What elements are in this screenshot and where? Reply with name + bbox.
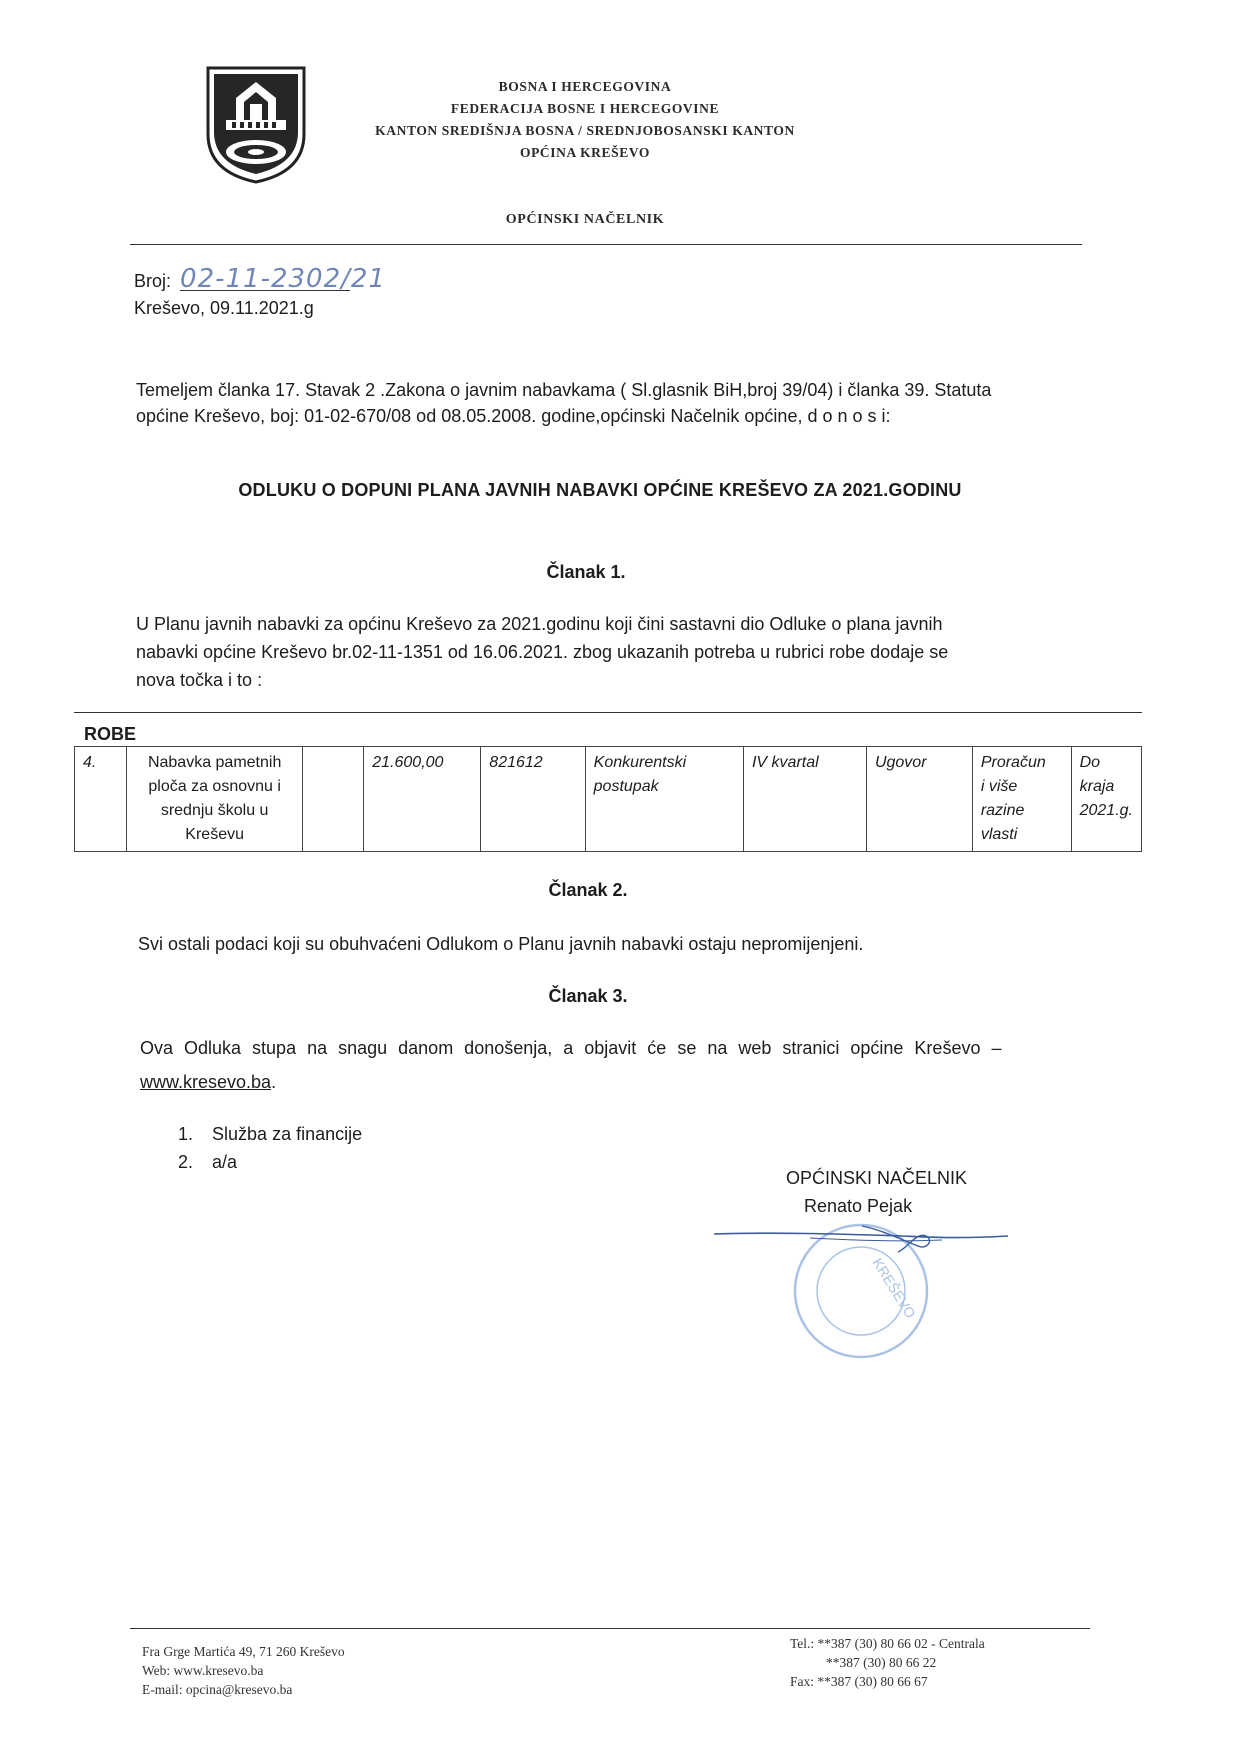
header-divider xyxy=(130,244,1082,245)
header-line-canton: KANTON SREDIŠNJA BOSNA / SREDNJOBOSANSKI KANTON xyxy=(375,123,795,138)
cell-empty xyxy=(303,747,364,852)
handwritten-signature xyxy=(712,1212,1012,1272)
article-3-heading: Članak 3. xyxy=(548,986,628,1006)
source-line: Proračun xyxy=(980,754,1046,771)
table-section-robe: ROBE xyxy=(84,724,137,744)
decision-title: ODLUKU O DOPUNI PLANA JAVNIH NABAVKI OPĆINE KREŠEVO ZA 2021.GODINU xyxy=(238,480,962,500)
footer-right xyxy=(790,1634,985,1691)
broj-label: Broj: xyxy=(134,271,172,291)
issuing-office: OPĆINSKI NAČELNIK xyxy=(505,212,665,227)
footer-tel-2: **387 (30) 80 66 22 xyxy=(826,1655,937,1670)
footer-left xyxy=(142,1642,345,1699)
article-3-line-1: Ova Odluka stupa na snagu danom donošenja, a objavit će se na web stranici općine Kreševo – xyxy=(140,1038,1002,1058)
footer-email: E-mail: opcina@kresevo.ba xyxy=(142,1682,293,1697)
cell-contract: Ugovor xyxy=(866,747,972,852)
article-1-heading: Članak 1. xyxy=(546,562,626,582)
header-line-municipality: OPĆINA KREŠEVO xyxy=(519,145,651,160)
table-top-rule xyxy=(74,712,1142,713)
footer-web: Web: www.kresevo.ba xyxy=(142,1663,264,1678)
cell-value: 21.600,00 xyxy=(364,747,481,852)
procedure-line: postupak xyxy=(593,778,659,795)
source-line: razine xyxy=(980,802,1025,819)
stamp-text: KREŠEVO xyxy=(869,1255,919,1322)
cell-procedure xyxy=(585,747,743,852)
footer-divider xyxy=(130,1628,1090,1629)
intro-line-2: općine Kreševo, boj: 01-02-670/08 od 08.05.2008. godine,općinski Načelnik općine, d o n o s i: xyxy=(136,406,891,426)
article-2-text: Svi ostali podaci koji su obuhvaćeni Odlukom o Planu javnih nabavki ostaju nepromijenjeni. xyxy=(138,934,864,954)
signature-title: OPĆINSKI NAČELNIK xyxy=(786,1168,968,1188)
footer-fax: Fax: **387 (30) 80 66 67 xyxy=(790,1674,928,1689)
distribution-number: 2. xyxy=(178,1152,194,1172)
cell-number: 4. xyxy=(75,747,127,852)
broj-value: 02-11-2302/21 xyxy=(180,264,386,294)
place-date: Kreševo, 09.11.2021.g xyxy=(134,298,314,318)
desc-line: ploča za osnovnu i xyxy=(148,778,281,795)
desc-line: Nabavka pametnih xyxy=(147,754,282,771)
footer-tel-1: Tel.: **387 (30) 80 66 02 - Centrala xyxy=(790,1636,985,1651)
desc-line: Kreševu xyxy=(185,826,244,843)
article-1-line-2: nabavki općine Kreševo br.02-11-1351 od 16.06.2021. zbog ukazanih potreba u rubrici robe dodaje se xyxy=(136,642,949,662)
website-link[interactable]: www.kresevo.ba xyxy=(140,1072,272,1092)
cell-description xyxy=(127,747,303,852)
source-line: vlasti xyxy=(980,826,1018,843)
distribution-item-2 xyxy=(178,1150,237,1174)
table-row xyxy=(75,747,1142,852)
broj-row xyxy=(134,264,386,294)
article-3-line-2 xyxy=(140,1070,276,1094)
document-header xyxy=(330,76,840,164)
deadline-line: Do kraja xyxy=(1079,754,1115,795)
deadline-line: 2021.g. xyxy=(1079,802,1133,819)
article-2-heading: Članak 2. xyxy=(548,880,628,900)
source-line: i više xyxy=(980,778,1018,795)
procedure-line: Konkurentski xyxy=(593,754,687,771)
cell-deadline xyxy=(1071,747,1141,852)
header-line-country: BOSNA I HERCEGOVINA xyxy=(498,79,672,94)
signature-name: Renato Pejak xyxy=(804,1196,913,1216)
distribution-item-1 xyxy=(178,1122,362,1146)
article-1-line-3: nova točka i to : xyxy=(136,670,263,690)
distribution-text: a/a xyxy=(212,1152,238,1172)
distribution-text: Služba za financije xyxy=(212,1124,363,1144)
municipality-crest xyxy=(204,64,308,186)
distribution-number: 1. xyxy=(178,1124,194,1144)
cell-quarter: IV kvartal xyxy=(743,747,866,852)
article-3-period: . xyxy=(271,1072,277,1092)
cell-cpv-code: 821612 xyxy=(481,747,585,852)
header-line-federation: FEDERACIJA BOSNE I HERCEGOVINE xyxy=(450,101,720,116)
footer-address: Fra Grge Martića 49, 71 260 Kreševo xyxy=(142,1644,345,1659)
article-1-line-1: U Planu javnih nabavki za općinu Kreševo za 2021.godinu koji čini sastavni dio Odluke o plana javnih xyxy=(136,614,943,634)
intro-line-1: Temeljem članka 17. Stavak 2 .Zakona o javnim nabavkama ( Sl.glasnik BiH,broj 39/04) i članka 39. Statuta xyxy=(136,380,992,400)
desc-line: srednju školu u xyxy=(160,802,269,819)
procurement-table xyxy=(74,746,1142,852)
cell-funding-source xyxy=(972,747,1071,852)
